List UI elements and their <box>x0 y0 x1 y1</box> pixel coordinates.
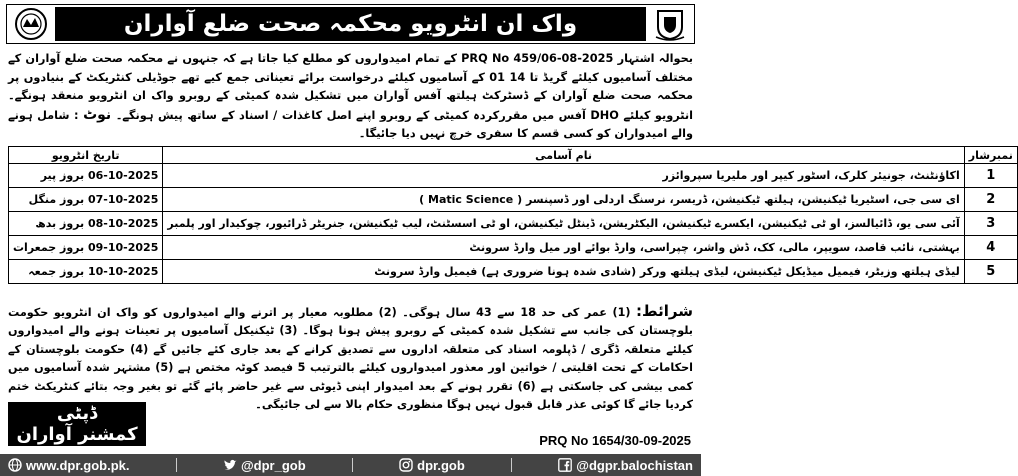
column-header-post: نام آسامی <box>163 147 964 164</box>
intro-text-2: کے تمام امیدواروں کو مطلع کیا جاتا ہے کہ جنہوں نے محکمہ صحت ضلع آواران کے مختلف آسامیوں کیلئے گریڈ <box>8 52 694 84</box>
advertisement-reference: PRQ No 459/06-08-2025 <box>461 52 614 65</box>
interview-day: بروز جمعہ <box>28 265 85 278</box>
row-posts: لیڈی ہیلتھ وزیٹر، فیمیل میڈیکل ٹیکنیشن، لیڈی ہیلتھ ورکر (شادی شدہ ہونا ضروری ہے) فیمیل وارڈ سرونٹ <box>163 260 964 284</box>
table-header-row <box>9 147 1018 164</box>
note-label: نوٹ <box>83 106 112 123</box>
row-serial: 2 <box>964 188 1017 212</box>
conditions-text: (1) عمر کی حد 18 سے 43 سال ہوگی۔ (2) مطلوبہ معیار پر اترنے والے امیدواروں کو واک ان انٹرویو حکومت بلوچستان کی جانب سے تشکیل شدہ کمیٹی کے روبرو پیش ہونا ہوگا۔ (3) ٹیکنیکل آسامیوں پر تعینات ہونے والے امیدواروں کیلئے متعلقہ ڈگری / ڈپلومہ اسناد کی متعلقہ اداروں سے تصدیق کرانے کے بعد جاری کئے جائیں گے (4) حکومت بلوچستان کے احکامات کے تحت اقلیتی / خواتین اور معذور امیدواروں کیلئے بالترتیب 5 فیصد کوٹہ مختص ہے (5) مشتہر شدہ آسامیوں میں کمی بیشی کی جاسکتی ہے (6) تقرر ہونے کے بعد امیدوار اپنی ڈیوٹی سے غیر حاضر پائے گئے تو بغیر وجہ بتائے کنٹریکٹ ختم کردیا جائے گا کوئی عذر قابل قبول نہیں ہوگا منظوری حکام بالا سے لی جائیگی۔ <box>8 306 693 412</box>
row-posts-english: ( Matic Science ) <box>419 193 523 206</box>
row-serial: 4 <box>964 236 1017 260</box>
row-posts-text: ای سی جی، اسٹیریا ٹیکنیشن، ہیلتھ ٹیکنیشن، ڈریسر، نرسنگ اردلی اور ڈسپنسر <box>525 193 960 206</box>
row-serial: 1 <box>964 164 1017 188</box>
conditions-paragraph <box>8 302 693 414</box>
footer-divider <box>176 458 177 472</box>
table-row <box>9 236 1018 260</box>
interview-date: 10-10-2025 <box>88 265 159 278</box>
footer-divider <box>352 458 353 472</box>
interview-day: بروز منگل <box>28 193 85 206</box>
twitter-icon <box>223 458 237 472</box>
conditions-label: شرائط: <box>636 302 693 320</box>
table-row <box>9 260 1018 284</box>
row-posts: اکاؤنٹنٹ، جونیئر کلرک، اسٹور کیپر اور ملیریا سپروائزر <box>163 164 964 188</box>
footer-facebook[interactable] <box>558 458 693 473</box>
signature-block <box>8 402 146 446</box>
table-row <box>9 164 1018 188</box>
interview-day: بروز جمعرات <box>13 241 85 254</box>
intro-text-1: بحوالہ اشتہار <box>617 52 693 65</box>
row-posts: بہشتی، نائب قاصد، سویپر، مالی، کک، ڈش واشر، چپراسی، وارڈ بوائے اور میل وارڈ سرونٹ <box>163 236 964 260</box>
footer-instagram[interactable] <box>399 458 465 473</box>
row-interview-date <box>9 236 163 260</box>
interview-day: بروز پیر <box>40 169 85 182</box>
balochistan-government-emblem-icon <box>652 7 688 41</box>
signature-line-2: کمشنر آواران <box>16 424 138 445</box>
dho-label: DHO <box>590 108 619 122</box>
table-row <box>9 212 1018 236</box>
interview-schedule-table <box>8 146 1018 284</box>
row-posts <box>163 188 964 212</box>
instagram-icon <box>399 458 413 472</box>
intro-text-4: آفس میں مقررکردہ کمیٹی کے روبرو اپنے اصل کاغذات / اسناد کے ساتھ پیش ہونگے۔ <box>115 108 586 122</box>
dpr-balochistan-logo-icon <box>13 7 49 41</box>
facebook-handle[interactable]: @dgpr.balochistan <box>576 457 693 473</box>
page-title: واک ان انٹرویو محکمہ صحت ضلع آواران <box>55 7 646 41</box>
row-posts: آئی سی یو، ڈائیالسز، او ٹی ٹیکنیشن، ایکسرے ٹیکنیشن، الیکٹریشن، ڈینٹل ٹیکنیشن، او ٹی اسسٹنٹ، لیب ٹیکنیشن، جنریٹر ڈرائیور، چوکیدار اور پلمبر <box>163 212 964 236</box>
grade-range: 01 تا 14 <box>489 70 539 84</box>
instagram-handle[interactable]: dpr.gob <box>417 457 465 473</box>
row-serial: 3 <box>964 212 1017 236</box>
globe-icon <box>8 458 22 472</box>
interview-date: 06-10-2025 <box>88 169 159 182</box>
website-link[interactable]: www.dpr.gob.pk. <box>26 457 130 473</box>
interview-date: 09-10-2025 <box>88 241 159 254</box>
intro-text-3: کے آسامیوں کیلئے درخواست برائے تعیناتی جمع کیے تھے جوڈیلی کنٹریکٹ کے بنیادوں پر محکمہ صحت ضلع آواران کے ڈسٹرکٹ ہیلتھ آفس آواران میں تشکیل شدہ کمیٹی کے روبرو واک ان انٹرویو منعقد ہونگے۔ انٹرویو کیلئے <box>8 70 693 122</box>
twitter-handle[interactable]: @dpr_gob <box>241 457 306 473</box>
facebook-icon <box>558 458 572 472</box>
column-header-serial: نمبرشار <box>964 147 1017 164</box>
footer-twitter[interactable] <box>223 458 306 473</box>
footer-website[interactable] <box>8 458 130 473</box>
prq-number: PRQ No 1654/30-09-2025 <box>539 433 691 448</box>
footer-bar <box>0 454 701 476</box>
column-header-date: تاریخ انٹرویو <box>9 147 163 164</box>
signature-line-1: ڈپٹی <box>56 403 98 424</box>
interview-date: 08-10-2025 <box>88 217 159 230</box>
interview-date: 07-10-2025 <box>88 193 159 206</box>
row-interview-date <box>9 164 163 188</box>
row-interview-date <box>9 260 163 284</box>
intro-paragraph <box>8 50 693 144</box>
row-interview-date <box>9 188 163 212</box>
intro-text-5: : شامل ہونے والے امیدواران کو کسی قسم کا سفری خرچ نہیں دیا جائیگا۔ <box>8 108 693 141</box>
row-interview-date <box>9 212 163 236</box>
row-serial: 5 <box>964 260 1017 284</box>
table-row <box>9 188 1018 212</box>
header-banner <box>6 4 695 44</box>
footer-divider <box>511 458 512 472</box>
interview-day: بروز بدھ <box>35 217 85 230</box>
